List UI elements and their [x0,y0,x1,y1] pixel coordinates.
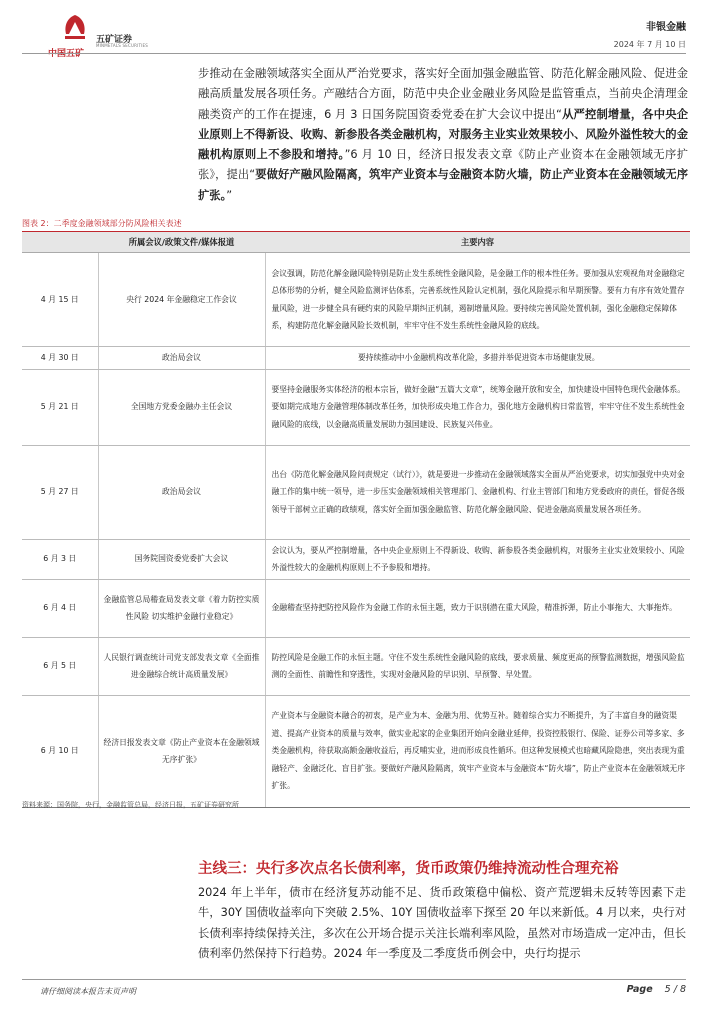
row-date: 6 月 3 日 [22,539,98,579]
row-content: 要坚持金融服务实体经济的根本宗旨，做好金融“五篇大文章”，统筹金融开放和安全，加快建设中国特色现代金融体系。要如期完成地方金融管理体制改革任务，加快形成央地工作合力，强化地方金融机构日常监管，牢牢守住不发生系统性金融风险的底线，以金融高质量发展助力强国建设、民族复兴伟业。 [265,369,690,445]
row-source: 国务院国资委党委扩大会议 [98,539,265,579]
table-row [22,369,690,445]
row-date: 6 月 4 日 [22,579,98,637]
section-body: 2024 年上半年，债市在经济复苏动能不足、货币政策稳中偏松、资产荒逻辑未反转等因素下走牛，30Y 国债收益率向下突破 2.5%、10Y 国债收益率下探至 20 年以来新低。4 月以来，央行对长债利率持续保持关注，多次在公开场合提示关注长端利率风险，虽然对市场造成一定冲击，但长债利率仍然保持下行趋势。2024 年一季度及二季度货币例会中，央行均提示 [198,886,686,960]
table-row [22,637,690,695]
row-date: 5 月 21 日 [22,369,98,445]
row-date: 6 月 5 日 [22,637,98,695]
row-source: 人民银行调查统计司党支部发表文章《全面推进金融综合统计高质量发展》 [98,637,265,695]
row-content: 防控风险是金融工作的永恒主题。守住不发生系统性金融风险的底线，要求质量、频度更高的预警监测数据，增强风险监测的全面性、前瞻性和穿透性，实现对金融风险的早识别、早预警、早处置。 [265,637,690,695]
report-category: 非银金融 [646,22,686,33]
row-date: 6 月 10 日 [22,695,98,807]
row-content: 要持续推动中小金融机构改革化险，多措并举促进资本市场健康发展。 [265,347,690,370]
table-header-row [22,232,690,253]
page-label: Page [626,984,653,995]
broker-name-en: MINMETALS SECURITIES [96,43,148,48]
table-row [22,253,690,347]
page-indicator [627,984,686,995]
figure-label: 图表 2：二季度金融领域部分防风险相关表述 [22,219,182,228]
minmetals-logo-icon [62,14,88,44]
table-row [22,539,690,579]
row-date: 4 月 30 日 [22,347,98,370]
row-source: 央行 2024 年金融稳定工作会议 [98,253,265,347]
table-row [22,347,690,370]
intro-bold-2: 要做好产融风险隔离，筑牢产业资本与金融资本防火墙，防止产业资本在金融领域无序扩张。 [198,168,688,202]
page-number: 5 / 8 [664,984,686,995]
row-source: 经济日报发表文章《防止产业资本在金融领域无序扩张》 [98,695,265,807]
report-date: 2024 年 7 月 10 日 [613,40,686,49]
row-source: 政治局会议 [98,445,265,539]
col-date-header [22,232,98,253]
table-row [22,579,690,637]
row-source: 政治局会议 [98,347,265,370]
row-content: 出台《防范化解金融风险问责规定（试行）》，就是要进一步推动在金融领域落实全面从严治党要求，切实加强党中央对金融工作的集中统一领导，进一步压实金融领域相关管理部门、金融机构、行业主管部门和地方党委政府的责任，督促各级领导干部树立正确的政绩观，落实好全面加强金融监管、防范化解金融风险、促进金融高质量发展各项任务。 [265,445,690,539]
row-source: 金融监管总局稽查局发表文章《着力防控实质性风险 切实维护金融行业稳定》 [98,579,265,637]
broker-name: 五矿证券 [96,35,133,45]
intro-bold-1: 从严控制增量，各中央企业原则上不得新设、收购、新参股各类金融机构，对服务主业实业效果较小、风险外溢性较大的金融机构原则上不参股和增持。 [198,107,688,162]
row-content: 金融稽查坚持把防控风险作为金融工作的永恒主题，致力于识别潜在重大风险，精准拆弹，防止小事拖大、大事拖炸。 [265,579,690,637]
company-name-cn: 中国五矿 [48,49,85,59]
header-divider [22,53,686,54]
col-content-header: 主要内容 [265,232,690,253]
row-date: 5 月 27 日 [22,445,98,539]
col-source-header: 所属会议/政策文件/媒体报道 [98,232,265,253]
row-source: 全国地方党委金融办主任会议 [98,369,265,445]
intro-paragraph: 步推动在金融领域落实全面从严治党要求，落实好全面加强金融监管、防范化解金融风险、促进金融高质量发展各项任务。产融结合方面，防范中央企业金融业务风险是监管重点，当前央企清理金融类资产的工作在提速，6 月 3 日国务院国资委党委在扩大会议中提出“从严控制增量，各中央企业原则上不得新设、收购、新参股各类金融机构，对服务主业实业效果较小、风险外溢性较大的金融机构原则上不参股和增持。”6 月 10 日，经济日报发表文章《防止产业资本在金融领域无序扩张》，提出“要做好产融风险隔离，筑牢产业资本与金融资本防火墙，防止产业资本在金融领域无序扩张。” [198,67,688,202]
table-row [22,695,690,807]
table-row [22,445,690,539]
footer-divider [22,979,686,980]
row-content: 产业资本与金融资本融合的初衷，是产业为本、金融为用、优势互补。随着综合实力不断提升，为了丰富自身的融资渠道、提高产业资本的质量与效率，做实业起家的企业集团开始向金融业延伸，投资控股银行、保险、证券公司等多家、多类金融机构，待获取高额金融收益后，再反哺实业，进而形成良性循环。但这种发展模式也暗藏风险隐患，突出表现为重融轻产、金融泛化、盲目扩张。要做好产融风险隔离，筑牢产业资本与金融资本“防火墙”，防止产业资本在金融领域无序扩张。 [265,695,690,807]
disclaimer-note: 请仔细阅读本报告末页声明 [40,987,136,996]
section-heading: 主线三：央行多次点名长债利率，货币政策仍维持流动性合理充裕 [198,861,619,877]
page-header [0,0,724,60]
source-note: 资料来源：国务院，央行，金融监管总局，经济日报，五矿证券研究所 [22,801,239,809]
row-content: 会议强调，防范化解金融风险特别是防止发生系统性金融风险，是金融工作的根本性任务。要加强从宏观视角对金融稳定总体形势的分析，健全风险监测评估体系，完善系统性风险认定机制，强化风险提示和早期预警。要有力有序有效处置存量风险，进一步健全具有硬约束的风险早期纠正机制，遏制增量风险。要持续完善风险处置机制，强化金融稳定保障体系，构建防范化解金融风险长效机制，牢牢守住不发生系统性金融风险的底线。 [265,253,690,347]
row-date: 4 月 15 日 [22,253,98,347]
row-content: 会议认为，要从严控制增量，各中央企业原则上不得新设、收购、新参股各类金融机构，对服务主业实业效果较小、风险外溢性较大的金融机构原则上不予参股和增持。 [265,539,690,579]
risk-statements-table [22,231,690,808]
company-logo [48,14,158,58]
